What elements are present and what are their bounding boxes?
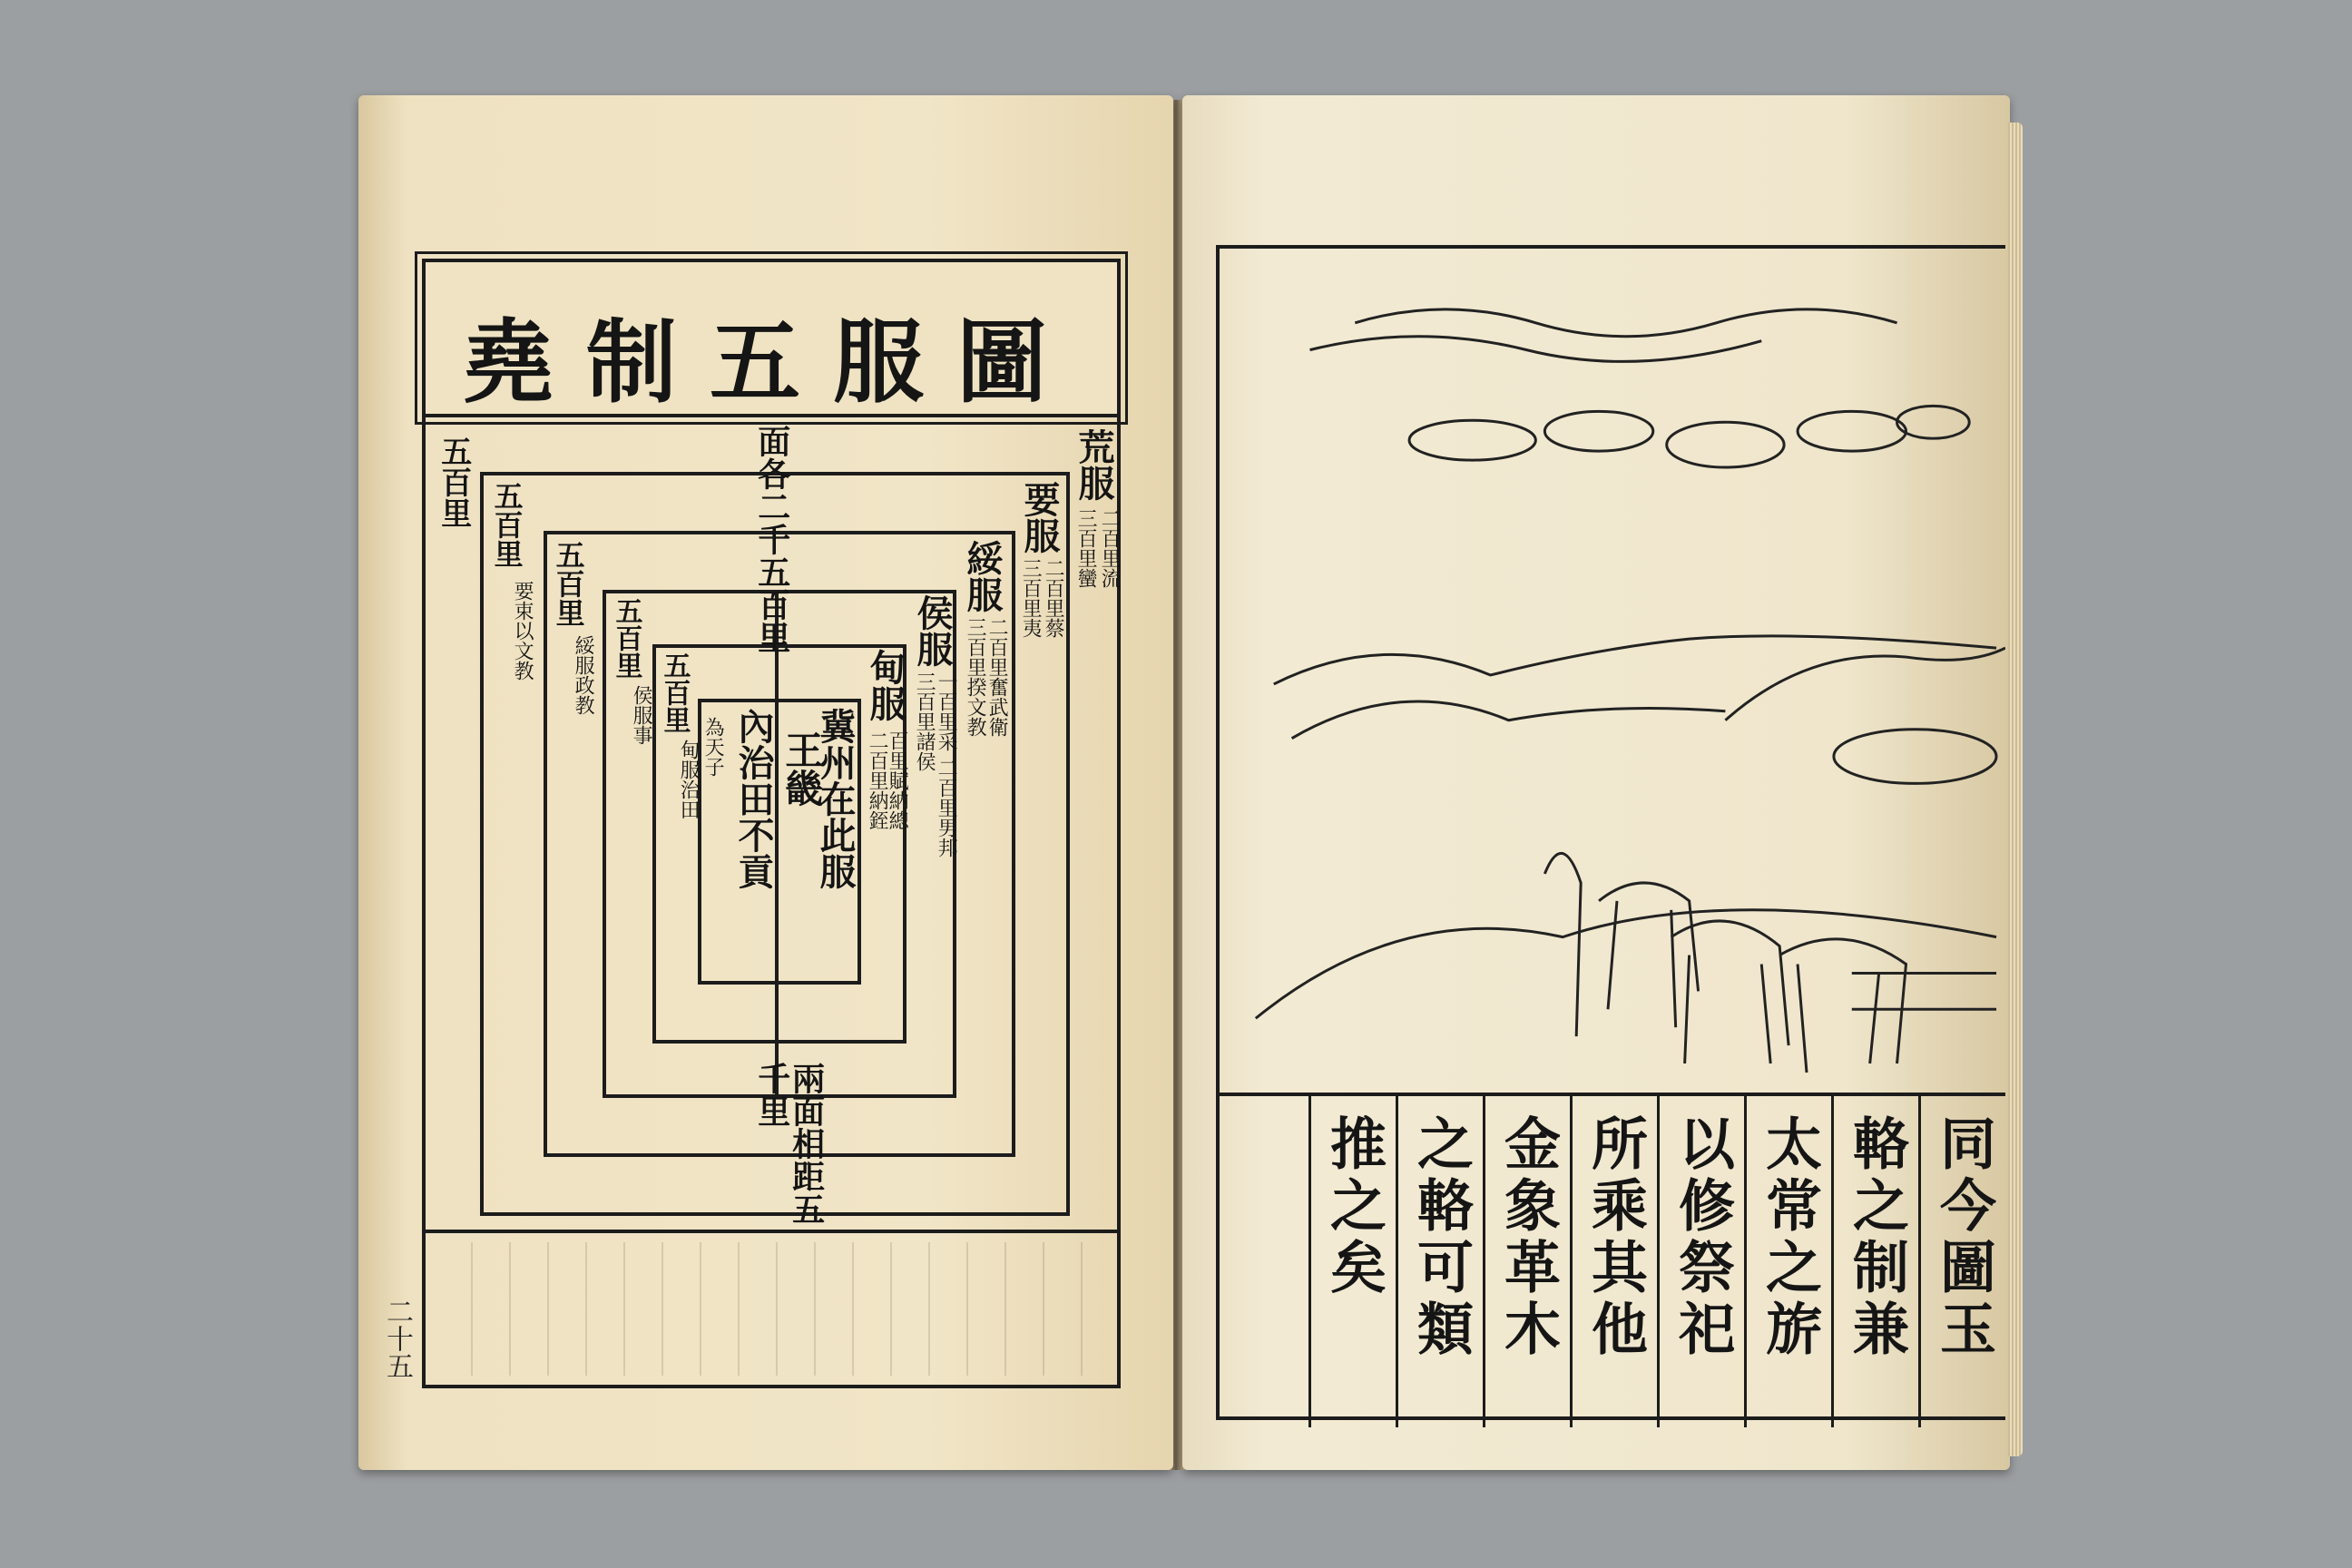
caption-column: 所乘其他 [1570,1096,1657,1427]
outer-left-label: 五百里 [435,436,472,528]
zone-name-huang: 荒服 [1073,428,1115,501]
zone-name-dian: 甸服 [864,649,906,721]
zone-name-hou: 侯服 [911,594,954,667]
caption-column: 同今圖玉 [1918,1096,2005,1427]
page-number: 二十五 [381,1298,413,1379]
zone-name-sui: 綏服 [961,540,1004,612]
zone-name-yao: 要服 [1018,481,1061,554]
zone-note-yao-1: 二百里蔡 [1042,558,1065,638]
ring-b-note: 綏服政教 [572,635,595,715]
caption-column: 以修祭祀 [1657,1096,1744,1427]
zone-note-huang-2: 三百里蠻 [1074,508,1098,588]
zone-note-hou-2: 三百里諸侯 [913,671,936,771]
zone-note-sui-1: 二百里奮武衛 [985,617,1009,737]
caption-column: 太常之旂 [1744,1096,1831,1427]
caption-text-block [1220,1093,2005,1427]
ring-e-note: 為天子 [701,717,725,777]
ring-c-note: 侯服事 [630,685,653,745]
illustration-frame [1216,245,2005,1420]
ring-d-note: 甸服治田 [677,740,701,819]
zone-note-dian-1: 百里賦納總 [886,730,909,830]
center-label-wangji: 王畿 [779,730,825,807]
concentric-zones [422,417,1121,1230]
center-label-neizhi: 內治田不貢 [732,708,775,889]
caption-column: 推之矣 [1308,1096,1396,1427]
zone-note-yao-2: 三百里夷 [1019,558,1043,638]
zone-note-hou-1: 一百里采 二百里男邦 [935,671,958,858]
diagram-title-box [422,259,1121,417]
zone-note-dian-2: 二百里納銍 [866,730,889,830]
caption-column: 輅之制兼 [1831,1096,1918,1427]
caption-column: 金象革木 [1483,1096,1570,1427]
top-distance-label: 面各二千五百里 [752,425,791,653]
bottom-distance-label: 兩面相距五千里 [752,1062,826,1225]
landscape-woodcut-illustration [1220,249,2005,1093]
ring-a-label: 五百里 [489,481,524,568]
caption-column: 之輅可類 [1396,1096,1483,1427]
center-label-jizhou: 冀州在此服 [814,708,857,889]
page-edges [2008,122,2023,1456]
cloud-icon [1409,406,1969,467]
zone-note-huang-1: 二百里流 [1098,508,1122,588]
ring-c-label: 五百里 [610,597,642,679]
left-page [358,95,1173,1470]
bottom-table-band [422,1230,1121,1388]
zone-note-sui-2: 三百里揆文教 [964,617,987,737]
five-zones-diagram-frame [422,259,1121,1393]
ring-d-label: 五百里 [658,652,691,733]
diagram-title: 堯制五服圖 [463,309,1080,416]
center-axis [775,590,779,1098]
open-book [358,95,2010,1475]
ring-a-note: 要束以文教 [511,581,534,681]
ring-b-label: 五百里 [551,540,586,627]
horses-and-rider-icon [1544,853,1996,1073]
